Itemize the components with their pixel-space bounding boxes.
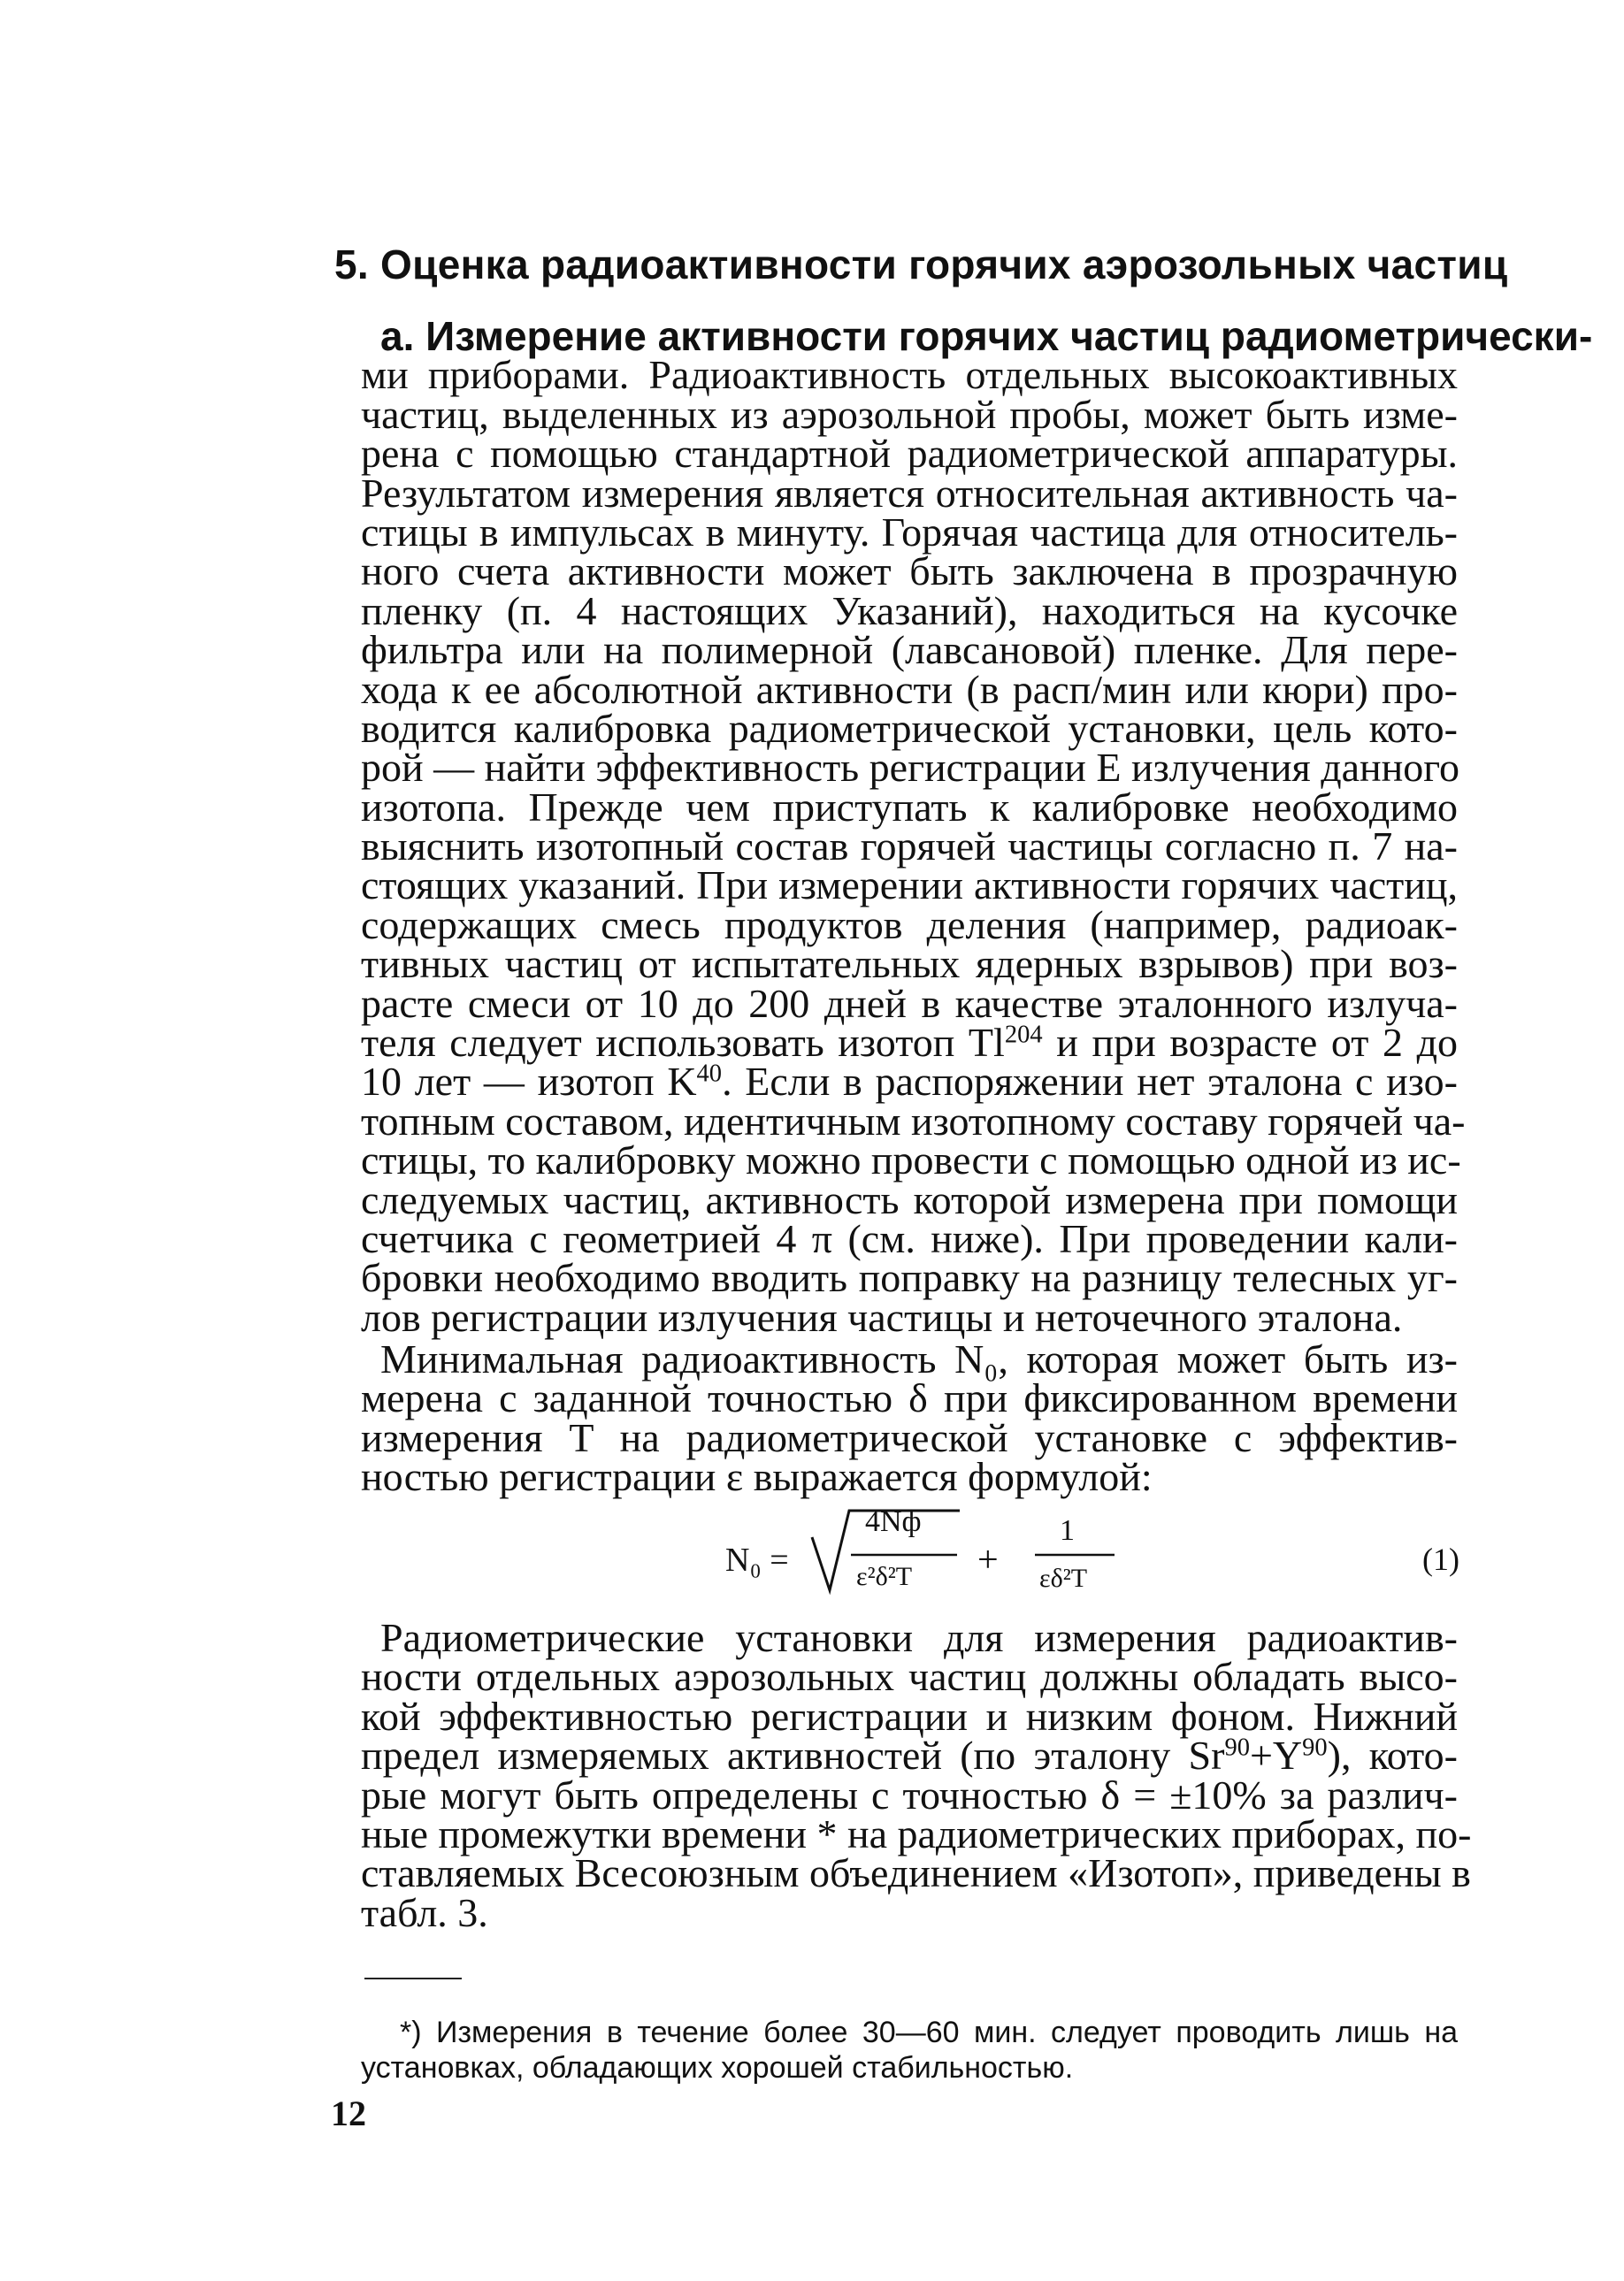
text-line: мерена с заданной точностью δ при фиксированном времени <box>361 1375 1458 1421</box>
page-number: 12 <box>331 2093 366 2133</box>
paragraph-installations <box>361 1615 1472 1935</box>
text-fragment: 10 лет — изотоп K <box>361 1059 697 1105</box>
text-line: бровки необходимо вводить поправку на разницу телесных уг- <box>361 1255 1458 1301</box>
text-line: Результатом измерения является относительная активность ча- <box>361 470 1458 516</box>
footnote <box>361 2015 1458 2086</box>
text-line: тивных частиц от испытательных ядерных взрывов) при воз- <box>361 941 1458 987</box>
subheading: а. Измерение активности горячих частиц радиометрически- <box>380 313 1593 359</box>
text-line: ностью регистрации ε выражается формулой: <box>361 1454 1153 1500</box>
text-line: выяснить изотопный состав горячей частицы согласно п. 7 на- <box>361 823 1458 869</box>
formula-1 <box>708 1504 1468 1601</box>
text-line: счетчика с геометрией 4 π (см. ниже). При проведении кали- <box>361 1215 1458 1261</box>
text-fragment: +Y <box>1249 1733 1303 1779</box>
section-heading: 5. Оценка радиоактивности горячих аэрозольных частиц <box>334 241 1508 287</box>
text-line: следуемых частиц, активность которой измерена при помощи <box>361 1176 1458 1222</box>
paragraph-calibration <box>361 313 1593 1340</box>
text-line: фильтра или на полимерной (лавсановой) пленке. Для пере- <box>361 627 1458 673</box>
text-line: рые могут быть определены с точностью δ = ±10% за различ- <box>361 1772 1458 1818</box>
formula-fraction2-numerator: 1 <box>1060 1514 1075 1547</box>
text-line: содержащих смесь продуктов деления (например, радиоак- <box>361 901 1458 947</box>
text-line: ставляемых Всесоюзным объединением «Изотоп», приведены в <box>361 1850 1471 1896</box>
text-line: Радиометрические установки для измерения радиоактив- <box>380 1615 1458 1660</box>
text-line-thallium <box>361 1020 1459 1066</box>
formula-fraction1-denominator: ε²δ²T <box>856 1562 913 1591</box>
text-fragment: . Если в распоряжении нет эталона с изо- <box>722 1059 1458 1105</box>
text-line: лов регистрации излучения частицы и неточечного эталона. <box>361 1294 1403 1340</box>
isotope-superscript: 90 <box>1302 1734 1328 1762</box>
text-line: ности отдельных аэрозольных частиц должны обладать высо- <box>361 1654 1458 1700</box>
footnote-separator <box>364 1978 462 1979</box>
text-fragment: ), кото- <box>1327 1733 1458 1779</box>
formula-plus: + <box>977 1540 999 1581</box>
paragraph-minimal-activity <box>361 1336 1458 1500</box>
text-line: ного счета активности может быть заключена в прозрачную <box>361 548 1458 594</box>
text-line: пленку (п. 4 настоящих Указаний), находиться на кусочке <box>361 587 1458 633</box>
text-line-strontium <box>361 1733 1458 1779</box>
footnote-line: *) Измерения в течение более 30—60 мин. следует проводить лишь на <box>400 2016 1458 2049</box>
text-line: частиц, выделенных из аэрозольной пробы, может быть изме- <box>361 391 1458 437</box>
text-line: стоящих указаний. При измерении активности горячих частиц, <box>361 862 1458 908</box>
text-line: водится калибровка радиометрической установки, цель кото- <box>361 705 1458 751</box>
text-line: рена с помощью стандартной радиометрической аппаратуры. <box>361 431 1458 477</box>
formula-radical-graphics <box>708 1504 1468 1601</box>
isotope-superscript: 40 <box>696 1060 723 1088</box>
formula-number: (1) <box>1422 1542 1459 1577</box>
text-fragment: теля следует использовать изотоп Tl <box>361 1020 1005 1066</box>
isotope-superscript: 90 <box>1224 1734 1250 1762</box>
text-line: изотопа. Прежде чем приступать к калибровке необходимо <box>361 784 1458 830</box>
text-line-potassium <box>361 1059 1458 1105</box>
text-line: расте смеси от 10 до 200 дней в качестве эталонного излуча- <box>361 980 1458 1026</box>
text-fragment: и при возрасте от 2 до <box>1042 1020 1459 1066</box>
text-line: хода к ее абсолютной активности (в расп/мин или кюри) про- <box>361 666 1458 712</box>
text-line: стицы в импульсах в минуту. Горячая частица для относитель- <box>361 509 1458 555</box>
text-line: ные промежутки времени * на радиометрических приборах, по- <box>361 1810 1472 1856</box>
text-line: стицы, то калибровку можно провести с помощью одной из ис- <box>361 1137 1461 1183</box>
text-line: топным составом, идентичным изотопному составу горячей ча- <box>361 1098 1466 1144</box>
text-line: ми приборами. Радиоактивность отдельных высокоактивных <box>361 352 1458 398</box>
text-line: рой — найти эффективность регистрации Е излучения данного <box>361 745 1459 791</box>
isotope-superscript: 204 <box>1004 1021 1043 1049</box>
text-fragment: предел измеряемых активностей (по эталону Sr <box>361 1733 1225 1779</box>
footnote-line: установках, обладающих хорошей стабильностью. <box>361 2051 1074 2085</box>
text-line: табл. 3. <box>361 1889 488 1935</box>
text-line: измерения T на радиометрической установке с эффектив- <box>361 1414 1458 1460</box>
formula-fraction2-denominator: εδ²T <box>1039 1564 1088 1593</box>
formula-lhs: N₀ = <box>725 1542 789 1579</box>
text-line: кой эффективностью регистрации и низким фоном. Нижний <box>361 1693 1458 1739</box>
formula-fraction1-numerator: 4Nф <box>865 1505 922 1538</box>
text-line: Минимальная радиоактивность N₀, которая может быть из- <box>380 1336 1458 1382</box>
